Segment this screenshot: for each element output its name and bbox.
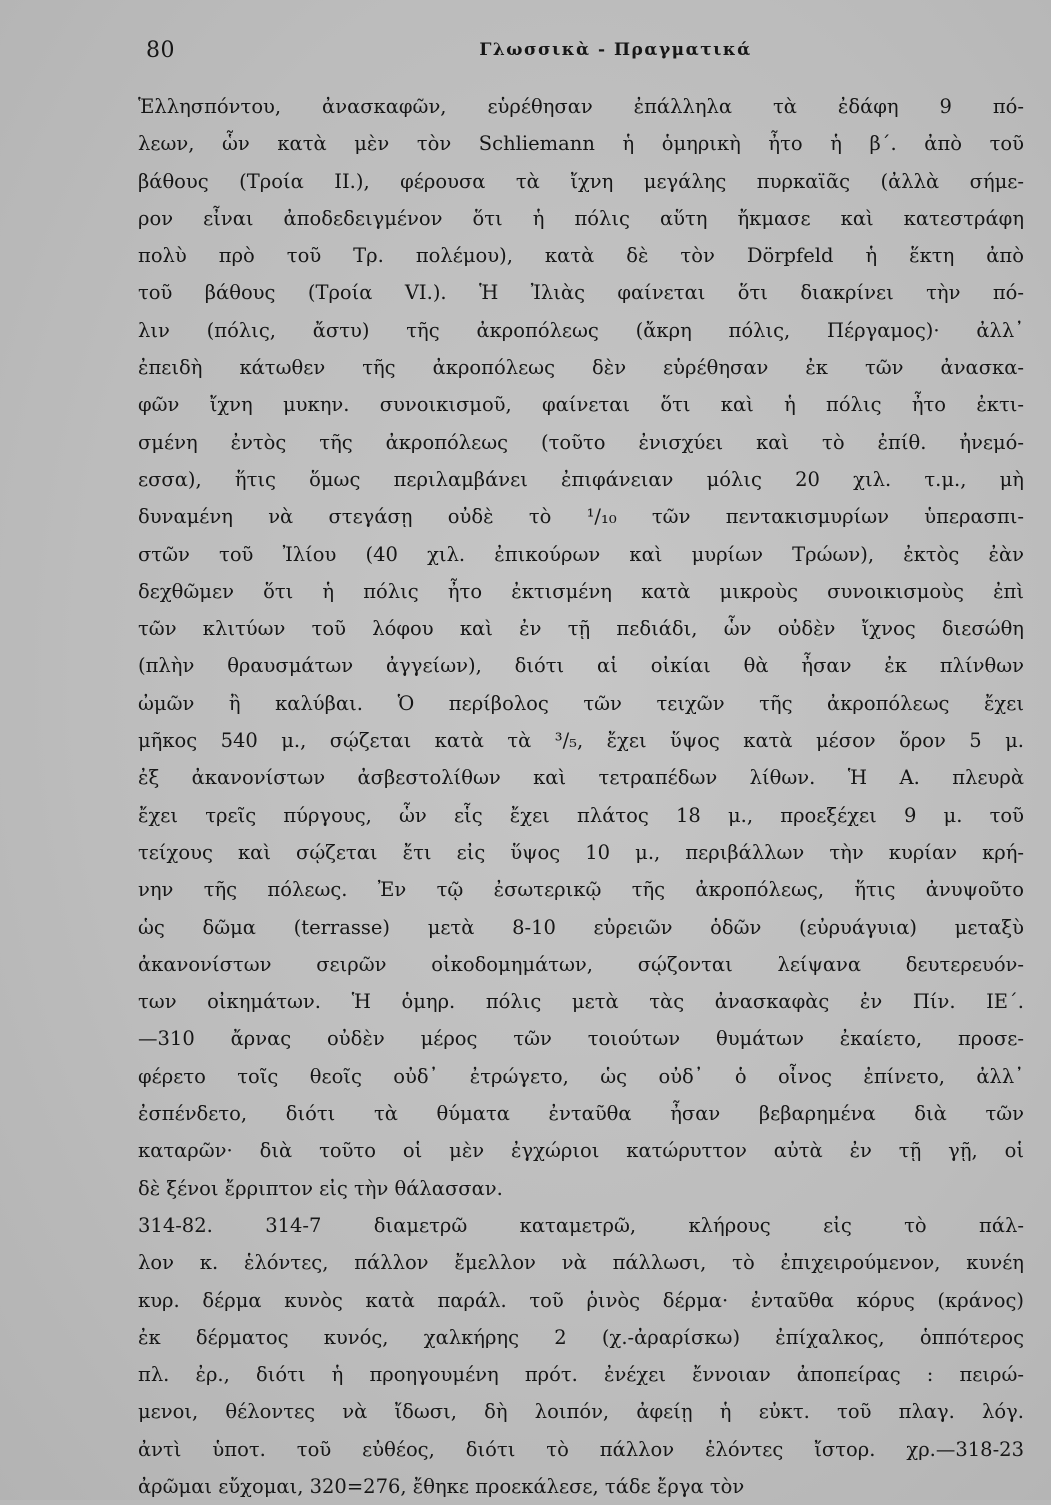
text-line: πολὺ πρὸ τοῦ Τρ. πολέμου), κατὰ δὲ τὸν Dörpfeld ἡ ἕκτη ἀπὸ bbox=[138, 244, 1024, 268]
text-line: ὠμῶν ἢ καλύβαι. Ὁ περίβολος τῶν τειχῶν τῆς ἀκροπόλεως ἔχει bbox=[138, 691, 1024, 715]
text-line: εσσα), ἥτις ὅμως περιλαμβάνει ἐπιφάνειαν μόλις 20 χιλ. τ.μ., μὴ bbox=[138, 467, 1024, 491]
text-line: φέρετο τοῖς θεοῖς οὐδ᾽ ἐτρώγετο, ὡς οὐδ᾽ ὁ οἶνος ἐπίνετο, ἀλλ᾽ bbox=[138, 1064, 1024, 1088]
text-line: βάθους (Τροία ΙΙ.), φέρουσα τὰ ἴχνη μεγάλης πυρκαϊᾶς (ἀλλὰ σήμε- bbox=[138, 169, 1024, 193]
text-line: τῶν κλιτύων τοῦ λόφου καὶ ἐν τῇ πεδιάδι, ὧν οὐδὲν ἴχνος διεσώθη bbox=[138, 617, 1024, 641]
text-line: Ἑλλησπόντου, ἀνασκαφῶν, εὑρέθησαν ἐπάλληλα τὰ ἐδάφη 9 πό- bbox=[138, 95, 1024, 118]
text-line: των οἰκημάτων. Ἡ ὁμηρ. πόλις μετὰ τὰς ἀνασκαφὰς ἐν Πίν. ΙΕ΄. bbox=[138, 990, 1024, 1014]
text-line: σμένη ἐντὸς τῆς ἀκροπόλεως (τοῦτο ἐνισχύει καὶ τὸ ἐπίθ. ἠνεμό- bbox=[138, 430, 1024, 454]
running-title: Γλωσσικὰ - Πραγματικά bbox=[479, 40, 752, 60]
text-line: δεχθῶμεν ὅτι ἡ πόλις ἦτο ἐκτισμένη κατὰ μικροὺς συνοικισμοὺς ἐπὶ bbox=[138, 579, 1024, 603]
text-line: ἀρῶμαι εὔχομαι, 320=276, ἔθηκε προεκάλεσε, τάδε ἔργα τὸν bbox=[138, 1474, 745, 1498]
text-line: ὡς δῶμα (terrasse) μετὰ 8-10 εὐρειῶν ὁδῶν (εὐρυάγυια) μεταξὺ bbox=[138, 915, 1024, 939]
text-line: ἀκανονίστων σειρῶν οἰκοδομημάτων, σῴζονται λείψανα δευτερευόν- bbox=[138, 952, 1024, 976]
text-line: ἐπειδὴ κάτωθεν τῆς ἀκροπόλεως δὲν εὑρέθησαν ἐκ τῶν ἀνασκα- bbox=[138, 356, 1024, 380]
text-line: ἀντὶ ὑποτ. τοῦ εὐθέος, διότι τὸ πάλλον ἑλόντες ἴστορ. χρ.—318-23 bbox=[138, 1437, 1024, 1461]
text-line: μενοι, θέλοντες νὰ ἴδωσι, δὴ λοιπόν, ἀφείῃ ἡ εὐκτ. τοῦ πλαγ. λόγ. bbox=[138, 1400, 1024, 1424]
text-line: πλ. ἐρ., διότι ἡ προηγουμένη πρότ. ἐνέχει ἔννοιαν ἀποπείρας : πειρώ- bbox=[138, 1363, 1024, 1387]
text-line: νην τῆς πόλεως. Ἐν τῷ ἐσωτερικῷ τῆς ἀκροπόλεως, ἥτις ἀνυψοῦτο bbox=[138, 878, 1024, 902]
page-number: 80 bbox=[146, 38, 175, 63]
text-line: (πλὴν θραυσμάτων ἀγγείων), διότι αἱ οἰκίαι θὰ ἦσαν ἐκ πλίνθων bbox=[138, 654, 1024, 678]
text-line: λον κ. ἑλόντες, πάλλον ἔμελλον νὰ πάλλωσι, τὸ ἐπιχειρούμενον, κυνέη bbox=[138, 1251, 1024, 1275]
text-line: ἐκ δέρματος κυνός, χαλκήρης 2 (χ.-ἀραρίσκω) ἐπίχαλκος, ὁππότερος bbox=[138, 1325, 1024, 1349]
text-line: —310 ἄρνας οὐδὲν μέρος τῶν τοιούτων θυμάτων ἐκαίετο, προσε- bbox=[138, 1027, 1024, 1051]
text-line: ἐξ ἀκανονίστων ἀσβεστολίθων καὶ τετραπέδων λίθων. Ἡ Α. πλευρὰ bbox=[138, 766, 1024, 790]
text-line: ἐσπένδετο, διότι τὰ θύματα ἐνταῦθα ἦσαν βεβαρημένα διὰ τῶν bbox=[138, 1102, 1024, 1126]
text-line: στῶν τοῦ Ἰλίου (40 χιλ. ἐπικούρων καὶ μυρίων Τρώων), ἐκτὸς ἐὰν bbox=[138, 542, 1024, 566]
text-line: λεων, ὧν κατὰ μὲν τὸν Schliemann ἡ ὁμηρικὴ ἦτο ἡ β΄. ἀπὸ τοῦ bbox=[138, 132, 1024, 156]
text-line: δυναμένη νὰ στεγάσῃ οὐδὲ τὸ ¹/₁₀ τῶν πεντακισμυρίων ὑπερασπι- bbox=[138, 505, 1024, 529]
text-line: φῶν ἴχνη μυκην. συνοικισμοῦ, φαίνεται ὅτι καὶ ἡ πόλις ἦτο ἐκτι- bbox=[138, 393, 1024, 417]
text-line: μῆκος 540 μ., σῴζεται κατὰ τὰ ³/₅, ἔχει ὕψος κατὰ μέσον ὅρον 5 μ. bbox=[138, 729, 1024, 753]
text-line: ἔχει τρεῖς πύργους, ὧν εἷς ἔχει πλάτος 18 μ., προεξέχει 9 μ. τοῦ bbox=[138, 803, 1024, 827]
text-line: τείχους καὶ σῴζεται ἔτι εἰς ὕψος 10 μ., περιβάλλων τὴν κυρίαν κρή- bbox=[138, 840, 1024, 864]
text-line: δὲ ξένοι ἔρριπτον εἰς τὴν θάλασσαν. bbox=[138, 1176, 503, 1200]
text-line: ρον εἶναι ἀποδεδειγμένον ὅτι ἡ πόλις αὕτη ἤκμασε καὶ κατεστράφη bbox=[138, 206, 1024, 230]
text-line: λιν (πόλις, ἄστυ) τῆς ἀκροπόλεως (ἄκρη πόλις, Πέργαμος)· ἀλλ᾽ bbox=[138, 318, 1024, 342]
text-line: κυρ. δέρμα κυνὸς κατὰ παράλ. τοῦ ῥινὸς δέρμα· ἐνταῦθα κόρυς (κράνος) bbox=[138, 1288, 1024, 1312]
text-line: τοῦ βάθους (Τροία VΙ.). Ἡ Ἰλιὰς φαίνεται ὅτι διακρίνει τὴν πό- bbox=[138, 281, 1024, 305]
text-line: 314-82. 314-7 διαμετρῶ καταμετρῶ, κλήρους εἰς τὸ πάλ- bbox=[138, 1213, 1024, 1237]
body-text bbox=[138, 88, 1024, 1505]
text-line: καταρῶν· διὰ τοῦτο οἱ μὲν ἐγχώριοι κατώρυττον αὐτὰ ἐν τῇ γῇ, οἱ bbox=[138, 1139, 1024, 1163]
